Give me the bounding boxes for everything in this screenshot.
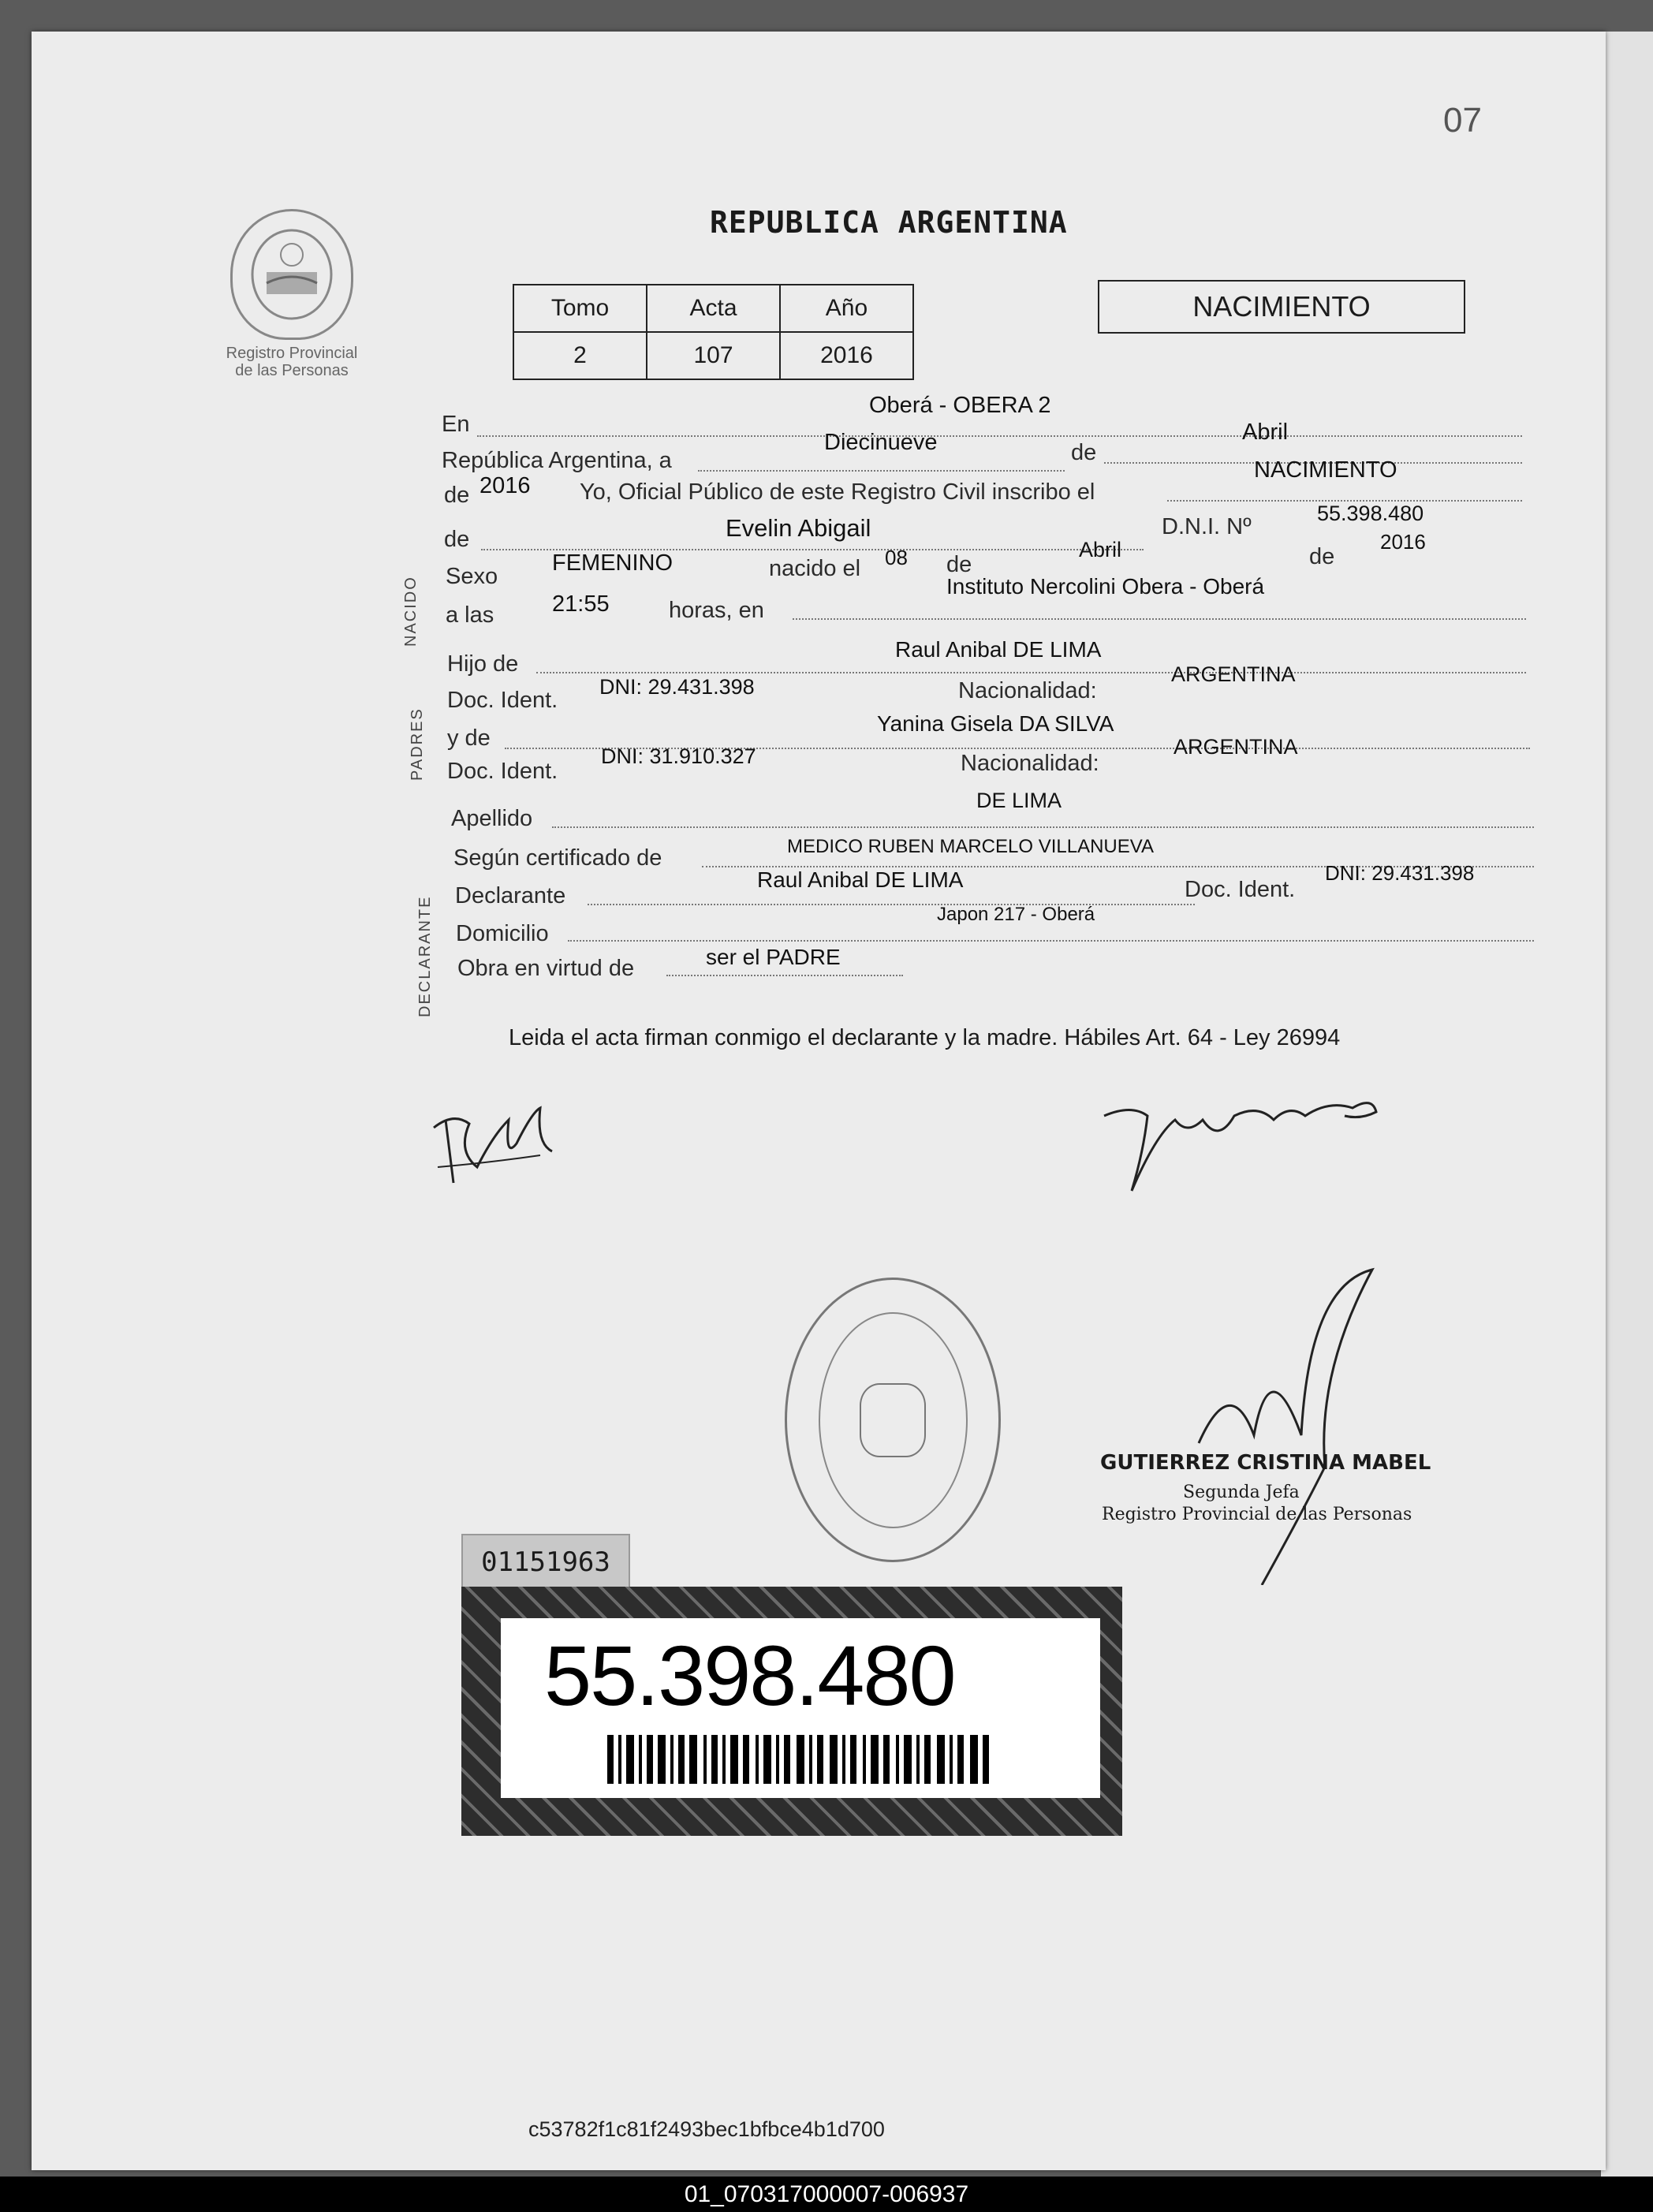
label-anio-prefix: de [444, 483, 470, 508]
value-anio: 2016 [479, 473, 531, 498]
label-de2: de [444, 527, 470, 552]
value-certificado: MEDICO RUBEN MARCELO VILLANUEVA [787, 836, 1154, 857]
label-de4: de [1309, 544, 1335, 569]
value-doc-ident-1: DNI: 29.431.398 [599, 675, 755, 699]
label-sexo: Sexo [446, 564, 498, 589]
label-hijo-de: Hijo de [447, 651, 519, 677]
value-padre: Raul Anibal DE LIMA [895, 637, 1102, 662]
value-obra: ser el PADRE [706, 945, 841, 969]
registry-stamp [785, 1278, 1001, 1562]
provincial-shield-icon [230, 209, 353, 340]
value-doc-ident-3: DNI: 29.431.398 [1325, 861, 1475, 885]
label-horas-en: horas, en [669, 598, 764, 623]
value-nombre: Evelin Abigail [726, 514, 871, 542]
side-label-declarante: DECLARANTE [416, 895, 434, 1017]
label-certificado: Según certificado de [453, 845, 662, 871]
label-y-de: y de [447, 726, 491, 751]
label-doc-ident-3: Doc. Ident. [1185, 877, 1296, 902]
barcode [607, 1735, 994, 1784]
tomo-acta-anio-table [513, 284, 914, 380]
page-number: 07 [1443, 101, 1482, 140]
record-type-box: NACIMIENTO [1098, 280, 1465, 334]
header-tomo: Tomo [513, 285, 647, 332]
label-obra: Obra en virtud de [457, 956, 635, 981]
signatory-name: GUTIERREZ CRISTINA MABEL [1100, 1451, 1431, 1475]
declarant-signature [422, 1088, 564, 1199]
dotted-line [568, 940, 1534, 942]
value-doc-ident-2: DNI: 31.910.327 [601, 744, 756, 768]
birth-certificate-page [32, 32, 1606, 2170]
dotted-line [793, 618, 1526, 620]
value-mes: Abril [1242, 420, 1289, 445]
footer-id: 01_070317000007-006937 [0, 2177, 1653, 2212]
value-acta: 107 [647, 332, 780, 379]
value-nacido-mes: Abril [1079, 538, 1122, 561]
label-doc-ident-2: Doc. Ident. [447, 759, 558, 784]
side-label-padres: PADRES [409, 707, 426, 781]
label-dni: D.N.I. Nº [1162, 514, 1252, 539]
header-anio: Año [780, 285, 913, 332]
id-label-number: 55.398.480 [544, 1628, 955, 1723]
value-nacido-anio: 2016 [1380, 530, 1426, 554]
label-doc-ident-1: Doc. Ident. [447, 688, 558, 713]
label-a-las: a las [446, 602, 494, 628]
dotted-line [666, 975, 903, 976]
dotted-line [477, 435, 1522, 437]
label-domicilio: Domicilio [456, 921, 549, 946]
logo-caption-line1: Registro Provincial [226, 345, 358, 362]
stamp-seal-icon [860, 1383, 926, 1457]
value-nacionalidad-1: ARGENTINA [1171, 662, 1296, 686]
value-anio: 2016 [780, 332, 913, 379]
id-label [501, 1618, 1100, 1798]
id-label-band [461, 1587, 1122, 1836]
signatory-org: Registro Provincial de las Personas [1102, 1505, 1412, 1524]
label-republica: República Argentina, a [442, 448, 672, 473]
stamp-inner-ring [819, 1312, 968, 1528]
value-nacido-dia: 08 [885, 546, 908, 569]
label-oficial: Yo, Oficial Público de este Registro Civil inscribo el [580, 479, 1095, 505]
closing-note: Leida el acta firman conmigo el declarante y la madre. Hábiles Art. 64 - Ley 26994 [509, 1025, 1341, 1050]
logo-caption-line2: de las Personas [235, 362, 349, 379]
dotted-line [536, 672, 1526, 673]
value-inscribo: NACIMIENTO [1254, 457, 1397, 483]
value-declarante: Raul Anibal DE LIMA [757, 867, 964, 892]
dotted-line [698, 470, 1065, 472]
label-de3: de [946, 552, 972, 577]
document-hash: c53782f1c81f2493bec1bfbce4b1d700 [528, 2117, 885, 2141]
label-declarante: Declarante [455, 883, 566, 908]
value-dia: Diecinueve [824, 430, 938, 455]
label-nacionalidad-2: Nacionalidad: [961, 751, 1099, 776]
value-en: Oberá - OBERA 2 [869, 393, 1051, 418]
side-label-nacido: NACIDO [402, 576, 420, 647]
dotted-line [588, 904, 1195, 905]
official-signature [1183, 1254, 1420, 1585]
value-domicilio: Japon 217 - Oberá [937, 904, 1095, 925]
value-apellido: DE LIMA [976, 789, 1062, 812]
label-en: En [442, 412, 470, 437]
value-dni: 55.398.480 [1317, 502, 1424, 525]
value-sexo: FEMENINO [552, 550, 674, 576]
value-tomo: 2 [513, 332, 647, 379]
document-title: REPUBLICA ARGENTINA [710, 205, 1068, 240]
value-hora: 21:55 [552, 591, 610, 617]
value-madre: Yanina Gisela DA SILVA [877, 711, 1114, 736]
dotted-line [552, 826, 1534, 828]
value-lugar: Instituto Nercolini Obera - Oberá [946, 574, 1265, 599]
label-de: de [1071, 440, 1097, 465]
header-acta: Acta [647, 285, 780, 332]
logo-caption [213, 345, 371, 379]
mother-signature [1100, 1072, 1384, 1199]
label-nacionalidad-1: Nacionalidad: [958, 678, 1097, 703]
registry-logo [213, 209, 371, 379]
label-apellido: Apellido [451, 806, 533, 831]
label-nacido-el: nacido el [769, 556, 861, 581]
value-nacionalidad-2: ARGENTINA [1174, 735, 1298, 759]
adjacent-page-edge [1601, 32, 1653, 2177]
signatory-role: Segunda Jefa [1183, 1483, 1300, 1502]
serial-number: 01151963 [461, 1534, 630, 1591]
